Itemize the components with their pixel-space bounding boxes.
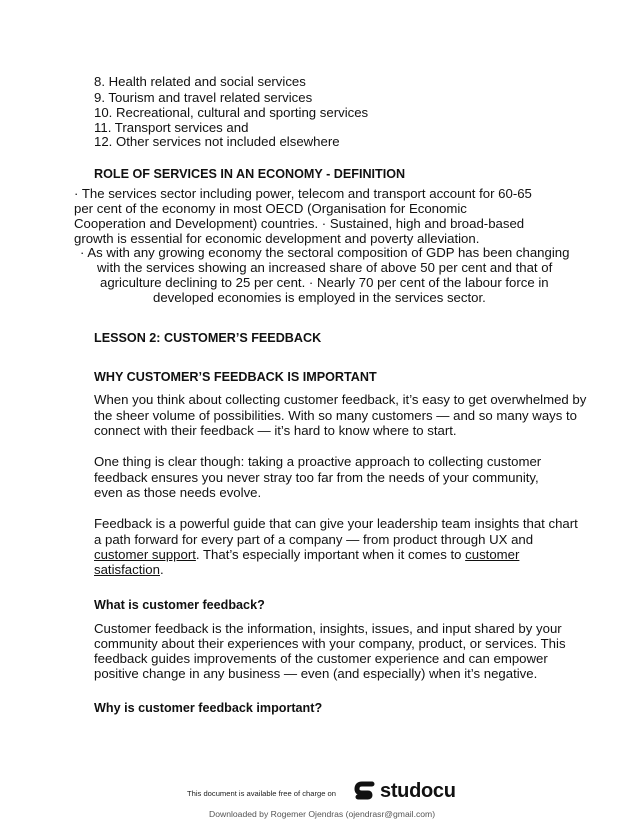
paragraph-line: agriculture declining to 25 per cent. · Nearly 70 per cent of the labour force in — [100, 275, 549, 290]
paragraph-line — [94, 562, 164, 578]
paragraph-line: a path forward for every part of a company — from product through UX and — [94, 532, 534, 547]
paragraph-line: growth is essential for economic development and poverty alleviation. — [74, 231, 480, 246]
footer-availability-note: This document is available free of charge on — [187, 789, 337, 798]
studocu-logo[interactable] — [352, 778, 456, 804]
paragraph-line: Cooperation and Development) countries. · Sustained, high and broad-based — [74, 216, 525, 231]
paragraph-line: · As with any growing economy the sectoral composition of GDP has been changing — [80, 245, 570, 260]
footer-downloaded-by: Downloaded by Rogemer Ojendras (ojendrasr@gmail.com) — [209, 809, 436, 819]
paragraph-line: the sheer volume of possibilities. With so many customers — and so many ways to — [94, 408, 578, 423]
paragraph-line: with the services showing an increased share of above 50 per cent and that of — [97, 260, 553, 275]
paragraph-line: even as those needs evolve. — [94, 485, 262, 500]
section-heading-role-of-services: ROLE OF SERVICES IN AN ECONOMY - DEFINITION — [94, 167, 406, 181]
section-heading-why-important: Why is customer feedback important? — [94, 701, 323, 715]
section-heading-what-is-feedback: What is customer feedback? — [94, 598, 265, 612]
paragraph-text: . That’s especially important when it comes to — [195, 547, 466, 562]
list-item: 10. Recreational, cultural and sporting services — [94, 105, 369, 120]
list-item: 8. Health related and social services — [94, 74, 306, 89]
customer-satisfaction-link[interactable]: satisfaction — [94, 562, 160, 577]
studocu-wordmark: studocu — [380, 779, 456, 802]
paragraph-line: positive change in any business — even (and especially) when it’s negative. — [94, 666, 538, 681]
list-item: 12. Other services not included elsewhere — [94, 134, 340, 149]
paragraph-line: per cent of the economy in most OECD (Organisation for Economic — [74, 201, 467, 216]
paragraph-line: One thing is clear though: taking a proactive approach to collecting customer — [94, 454, 542, 469]
paragraph-line: feedback ensures you never stray too far from the needs of your community, — [94, 470, 539, 485]
paragraph-line: developed economies is employed in the services sector. — [153, 290, 486, 305]
paragraph-line: Customer feedback is the information, insights, issues, and input shared by your — [94, 621, 562, 636]
paragraph-text: . — [159, 562, 164, 577]
paragraph-line: When you think about collecting customer feedback, it’s easy to get overwhelmed by — [94, 392, 587, 407]
list-item: 9. Tourism and travel related services — [94, 90, 313, 105]
list-item: 11. Transport services and — [94, 120, 249, 135]
customer-satisfaction-link[interactable]: customer — [465, 547, 520, 562]
lesson-heading: LESSON 2: CUSTOMER’S FEEDBACK — [94, 331, 322, 345]
customer-support-link[interactable]: customer support — [94, 547, 196, 562]
studocu-logo-icon — [352, 778, 378, 804]
paragraph-line: community about their experiences with your company, product, or services. This — [94, 636, 566, 651]
paragraph-line — [94, 547, 519, 563]
paragraph-line: connect with their feedback — it’s hard to know where to start. — [94, 423, 457, 438]
paragraph-line: feedback guides improvements of the customer experience and can empower — [94, 651, 548, 666]
paragraph-line: Feedback is a powerful guide that can give your leadership team insights that chart — [94, 516, 578, 531]
paragraph-line: · The services sector including power, telecom and transport account for 60-65 — [74, 186, 532, 201]
section-heading-why-feedback: WHY CUSTOMER’S FEEDBACK IS IMPORTANT — [94, 370, 377, 384]
